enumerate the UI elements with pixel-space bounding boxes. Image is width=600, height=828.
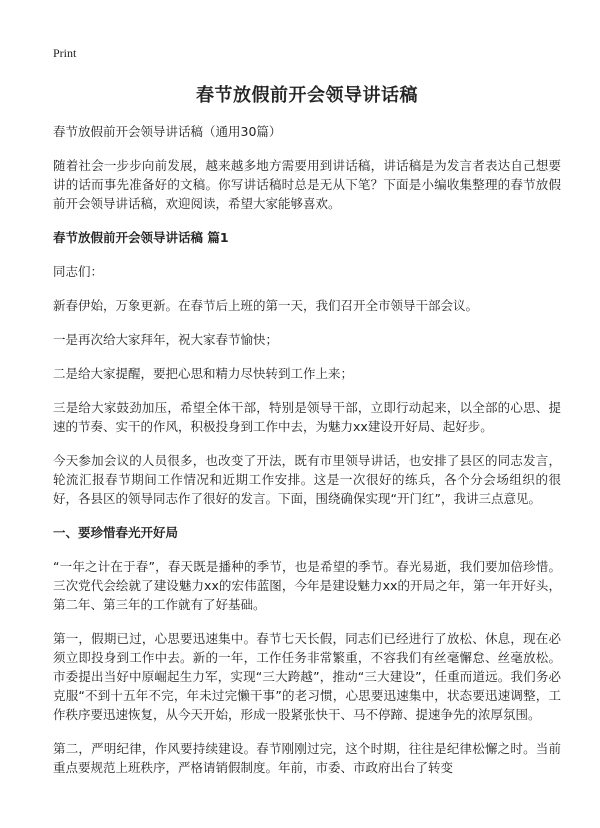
paragraph: “一年之计在于春”，春天既是播种的季节，也是希望的季节。春光易逝，我们要加倍珍惜。三次党代会绘就了建设魅力xx的宏伟蓝图，今年是建设魅力xx的开局之年，第一年开好头，第二年、第三年的工作就有了好基础。 xyxy=(53,559,561,612)
paragraph: 一是再次给大家拜年，祝大家春节愉快； xyxy=(53,332,279,347)
subheading: 一、要珍惜春光开好局 xyxy=(53,525,179,540)
paragraph: 二是给大家提醒，要把心思和精力尽快转到工作上来； xyxy=(53,366,354,381)
paragraph: 今天参加会议的人员很多，也改变了开法，既有市里领导讲话，也安排了县区的同志发言，轮流汇报春节期间工作情况和近期工作安排。这是一次很好的练兵，各个分会场组织的很好，各县区的领导同志作了很好的发言。下面，围绕确保实现“开门红”，我讲三点意见。 xyxy=(53,453,561,506)
intro-paragraph: 随着社会一步步向前发展，越来越多地方需要用到讲话稿，讲话稿是为发言者表达自己想要讲的话而事先准备好的文稿。你写讲话稿时总是无从下笔？下面是小编收集整理的春节放假前开会领导讲话稿，欢迎阅读，希望大家能够喜欢。 xyxy=(53,158,561,211)
document-subtitle: 春节放假前开会领导讲话稿（通用30篇） xyxy=(53,124,282,139)
section-heading: 春节放假前开会领导讲话稿 篇1 xyxy=(53,230,229,245)
paragraph: 第二，严明纪律，作风要持续建设。春节刚刚过完，这个时期，往往是纪律松懈之时。当前重点要规范上班秩序，严格请销假制度。年前，市委、市政府出台了转变 xyxy=(53,741,561,775)
print-link[interactable]: Print xyxy=(53,46,77,60)
paragraph: 新春伊始，万象更新。在春节后上班的第一天，我们召开全市领导干部会议。 xyxy=(53,298,479,313)
paragraph: 第一，假期已过，心思要迅速集中。春节七天长假，同志们已经进行了放松、休息，现在必须立即投身到工作中去。新的一年，工作任务非常繁重，不容我们有丝毫懈怠、丝毫放松。市委提出当好中原崛起生力军，实现“三大跨越”，推动“三大建设”，任重而道远。我们务必克服“不到十五年不完，年未过完懒干事”的老习惯，心思要迅速集中，状态要迅速调整，工作秩序要迅速恢复，从今天开始，形成一股紧张快干、马不停蹄、提速争先的浓厚氛围。 xyxy=(53,631,561,722)
document-body xyxy=(53,84,561,792)
paragraph: 三是给大家鼓劲加压，希望全体干部，特别是领导干部，立即行动起来，以全部的心思、提速的节奏、实干的作风，积极投身到工作中去，为魅力xx建设开好局、起好步。 xyxy=(53,400,561,434)
document-title: 春节放假前开会领导讲话稿 xyxy=(196,85,418,106)
paragraph: 同志们： xyxy=(53,264,104,279)
